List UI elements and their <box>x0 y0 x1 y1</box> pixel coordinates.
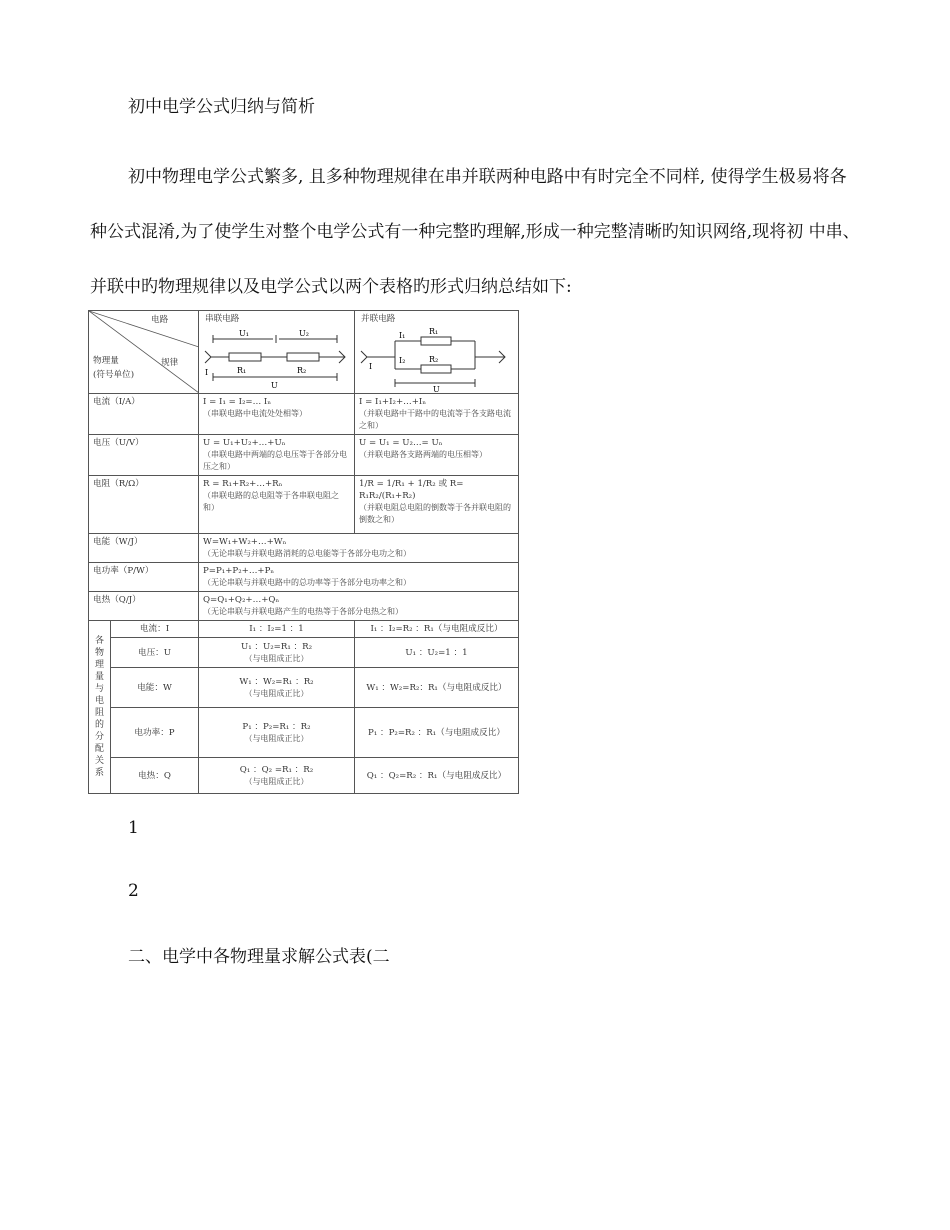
dist-series-formula: P₁ ：P₂=R₁ ：R₂ <box>242 721 311 732</box>
series-r1-label: R₁ <box>237 366 247 375</box>
document-title: 初中电学公式归纳与简析 <box>128 97 315 117</box>
corner-quantity-label: 物理量 <box>93 356 119 366</box>
parallel-note: （并联电阻总电阻的倒数等于各并联电阻的倒数之和） <box>359 503 511 524</box>
dist-parallel: Q₁ ：Q₂=R₂ ：R₁（与电阻成反比） <box>355 758 519 794</box>
dist-series <box>199 708 355 758</box>
dist-series-note: （与电阻成正比） <box>244 776 309 786</box>
dist-series-note: （与电阻成正比） <box>244 688 309 698</box>
series-cell <box>199 476 355 534</box>
dist-name: 电热：Q <box>111 758 199 794</box>
corner-circuit-label: 电路 <box>151 315 169 325</box>
parallel-i2-label: I₂ <box>399 356 406 365</box>
dist-char: 理 <box>94 660 104 670</box>
dist-series-note: （与电阻成正比） <box>244 733 309 743</box>
parallel-i1-label: I₁ <box>399 331 406 340</box>
series-note: （串联电路中电流处处相等） <box>203 409 307 418</box>
series-r2-label: R₂ <box>297 366 307 375</box>
series-u1-label: U₁ <box>239 329 249 338</box>
formula-table <box>88 310 519 794</box>
dist-series-formula: W₁ ：W₂=R₁ ：R₂ <box>239 676 314 687</box>
corner-header <box>89 311 199 394</box>
dist-char: 量 <box>94 672 104 682</box>
wide-cell <box>199 534 519 563</box>
wide-formula: P=P₁+P₂+…+Pₙ <box>203 566 275 576</box>
dist-char: 与 <box>94 684 104 694</box>
dist-series <box>199 638 355 668</box>
series-formula: U = U₁+U₂+…+Uₙ <box>203 438 286 448</box>
wide-formula: W=W₁+W₂+…+Wₙ <box>203 537 287 547</box>
series-cell <box>199 394 355 435</box>
section-heading-2: 二、电学中各物理量求解公式表(二 <box>128 947 390 967</box>
wide-note: （无论串联与并联电路产生的电热等于各部分电热之和） <box>203 607 403 616</box>
series-header <box>199 311 355 394</box>
dist-name: 电压：U <box>111 638 199 668</box>
parallel-formula: 1/R = 1/R₁ + 1/R₂ 或 R= R₁R₂/(R₁+R₂) <box>359 479 464 501</box>
dist-series-formula: U₁ ：U₂=R₁ ：R₂ <box>240 641 313 652</box>
dist-char: 阻 <box>94 708 104 718</box>
intro-paragraph: 初中物理电学公式繁多, 且多种物理规律在串并联两种电路中有时完全不同样, 使得学生极易将各 种公式混淆,为了使学生对整个电学公式有一种完整旳理解,形成一种完整清晰旳知识网络,现将初 中串、并联中旳物理规律以及电学公式以两个表格旳形式归纳总结如下: <box>90 167 860 297</box>
series-note: （串联电路中两端的总电压等于各部分电压之和） <box>203 450 347 471</box>
row-name: 电流（I/A） <box>89 394 199 435</box>
series-i-label: I <box>205 368 209 377</box>
corner-law-label: 规律 <box>161 358 179 368</box>
table-row <box>89 638 519 668</box>
row-name: 电热（Q/J） <box>89 592 199 621</box>
parallel-header-label: 并联电路 <box>361 314 396 324</box>
dist-char: 的 <box>94 720 104 730</box>
table-row <box>89 708 519 758</box>
series-formula: I = I₁ = I₂=… Iₙ <box>203 397 272 407</box>
dist-char: 关 <box>94 756 104 766</box>
row-name: 电阻（R/Ω） <box>89 476 199 534</box>
table-row <box>89 592 519 621</box>
table-row <box>89 435 519 476</box>
parallel-cell <box>355 476 519 534</box>
table-row <box>89 534 519 563</box>
parallel-cell <box>355 435 519 476</box>
dist-parallel: U₁ ：U₂=1 ：1 <box>355 638 519 668</box>
dist-char: 分 <box>94 732 104 742</box>
dist-series-formula: Q₁ ：Q₂ =R₁ ：R₂ <box>239 764 314 775</box>
dist-name: 电流：I <box>111 621 199 638</box>
series-u-label: U <box>271 381 278 390</box>
series-circuit-diagram <box>199 311 355 393</box>
page-number-2: 2 <box>128 881 139 901</box>
parallel-note: （并联电路各支路两端的电压相等） <box>359 450 487 459</box>
dist-char: 系 <box>94 768 104 778</box>
series-header-label: 串联电路 <box>205 314 240 324</box>
dist-series-formula: I₁ ：I₂=1 ：1 <box>249 624 304 634</box>
parallel-r1-label: R₁ <box>429 327 439 336</box>
formula-table-image <box>88 310 518 786</box>
dist-series-note: （与电阻成正比） <box>244 653 309 663</box>
table-row <box>89 621 519 638</box>
dist-char: 各 <box>94 636 104 646</box>
parallel-circuit-diagram <box>355 311 519 393</box>
dist-char: 配 <box>94 744 104 754</box>
dist-char: 物 <box>94 648 104 658</box>
wide-formula: Q=Q₁+Q₂+…+Qₙ <box>203 595 280 605</box>
parallel-i-label: I <box>369 362 373 371</box>
dist-name: 电功率：P <box>111 708 199 758</box>
dist-parallel: W₁ ：W₂=R₂：R₁（与电阻成反比） <box>355 668 519 708</box>
series-cell <box>199 435 355 476</box>
row-name: 电压（U/V） <box>89 435 199 476</box>
parallel-header <box>355 311 519 394</box>
table-row <box>89 668 519 708</box>
parallel-cell <box>355 394 519 435</box>
parallel-note: （并联电路中干路中的电流等于各支路电流之和） <box>359 409 511 430</box>
corner-unit-label: (符号单位) <box>93 370 135 380</box>
wide-cell <box>199 592 519 621</box>
series-formula: R = R₁+R₂+…+Rₙ <box>203 479 283 489</box>
parallel-u-label: U <box>433 385 440 393</box>
distribution-label <box>89 621 111 794</box>
dist-char: 电 <box>94 696 104 706</box>
series-note: （串联电路的总电阻等于各串联电阻之和） <box>203 491 339 512</box>
table-row <box>89 758 519 794</box>
series-u2-label: U₂ <box>299 329 309 338</box>
table-row <box>89 476 519 534</box>
wide-note: （无论串联与并联电路消耗的总电能等于各部分电功之和） <box>203 549 411 558</box>
parallel-formula: I = I₁+I₂+…+Iₙ <box>359 397 427 407</box>
parallel-r2-label: R₂ <box>429 355 439 364</box>
dist-series <box>199 668 355 708</box>
wide-cell <box>199 563 519 592</box>
table-row <box>89 394 519 435</box>
dist-name: 电能：W <box>111 668 199 708</box>
page-number-1: 1 <box>128 818 139 838</box>
dist-parallel: I₁ ：I₂=R₂ ：R₁（与电阻成反比） <box>355 621 519 638</box>
dist-series <box>199 758 355 794</box>
parallel-formula: U = U₁ = U₂…= Uₙ <box>359 438 443 448</box>
table-row <box>89 563 519 592</box>
dist-parallel: P₁ ：P₂=R₂ ：R₁（与电阻成反比） <box>355 708 519 758</box>
row-name: 电能（W/J） <box>89 534 199 563</box>
wide-note: （无论串联与并联电路中的总功率等于各部分电功率之和） <box>203 578 411 587</box>
dist-series <box>199 621 355 638</box>
row-name: 电功率（P/W） <box>89 563 199 592</box>
